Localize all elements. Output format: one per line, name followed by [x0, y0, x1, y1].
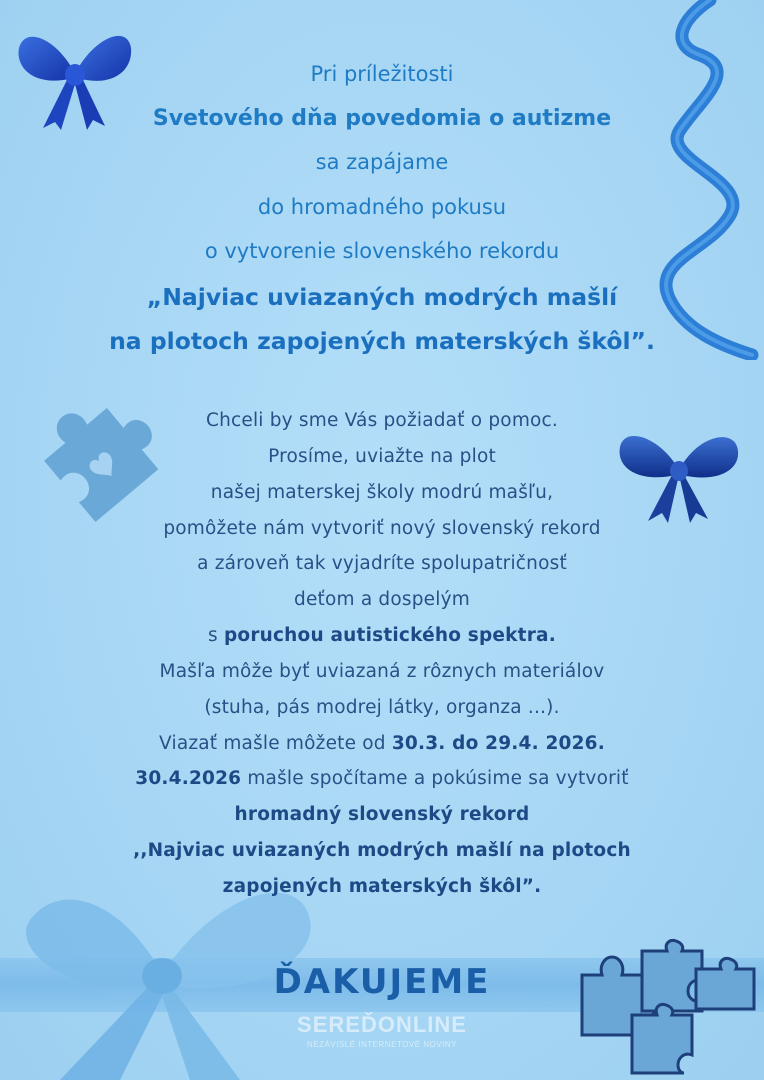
- event-name: Svetového dňa povedomia o autizme: [152, 106, 612, 131]
- body-line: pomôžete nám vytvoriť nový slovenský rekord: [163, 518, 601, 539]
- count-date: 30.4.2026: [135, 768, 242, 789]
- body-line: (stuha, pás modrej látky, organza ...).: [204, 697, 560, 718]
- body-line: hromadný slovenský rekord: [234, 804, 530, 825]
- text-span: Viazať mašle môžete od: [159, 733, 392, 754]
- body-line: zapojených materských škôl”.: [222, 876, 542, 897]
- watermark-logo: SEREĎONLINE: [297, 1012, 467, 1037]
- text-span: s: [208, 625, 224, 646]
- record-title: na plotoch zapojených materských škôl”.: [109, 327, 655, 355]
- body-line: [0, 625, 764, 646]
- body-line: Chceli by sme Vás požiadať o pomoc.: [205, 410, 559, 431]
- body-line: a zároveň tak vyjadríte spolupatričnosť: [197, 553, 567, 574]
- body-line: Prosíme, uviažte na plot: [268, 446, 496, 467]
- puzzle-cluster-icon: [572, 935, 757, 1075]
- header-line: o vytvorenie slovenského rekordu: [204, 239, 560, 263]
- body-line: [0, 733, 764, 754]
- watermark-tagline: NEZÁVISLÉ INTERNETOVÉ NOVINY: [307, 1040, 457, 1049]
- header-line: do hromadného pokusu: [257, 195, 507, 219]
- bow-icon: [616, 425, 741, 525]
- text-span: mašle spočítame a pokúsime sa vytvoriť: [241, 768, 629, 789]
- date-range: 30.3. do 29.4. 2026.: [391, 733, 605, 754]
- body-line: ,,Najviac uviazaných modrých mašlí na plotoch: [133, 840, 631, 861]
- body-line: deťom a dospelým: [294, 589, 470, 610]
- intro-line: Pri príležitosti: [310, 62, 454, 86]
- record-title: „Najviac uviazaných modrých mašlí: [146, 283, 618, 311]
- header-line: sa zapájame: [315, 150, 449, 174]
- thanks-heading: ĎAKUJEME: [273, 962, 491, 1002]
- bold-span: poruchou autistického spektra.: [223, 625, 556, 646]
- body-line: [0, 768, 764, 789]
- body-line: Mašľa môže byť uviazaná z rôznych materiálov: [159, 661, 605, 682]
- body-line: našej materskej školy modrú mašľu,: [210, 482, 554, 503]
